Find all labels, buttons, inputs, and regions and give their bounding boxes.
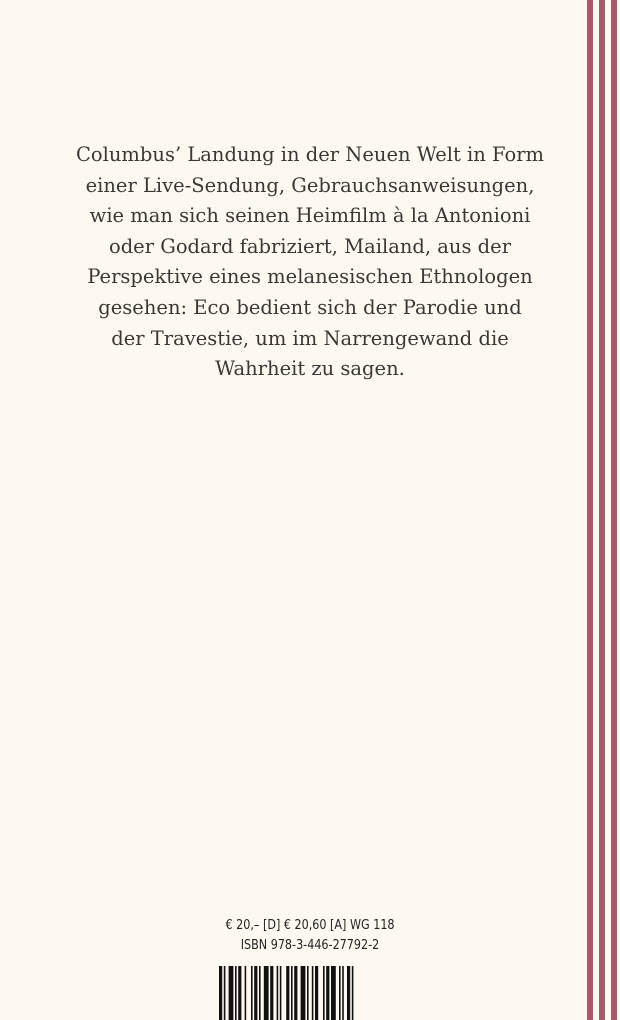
barcode	[219, 966, 397, 1020]
back-cover-blurb	[60, 140, 560, 385]
price-block	[200, 915, 421, 955]
stripe	[587, 0, 593, 1020]
blurb-line: Columbus’ Landung in der Neuen Welt in Form	[75, 143, 545, 166]
stripe	[611, 0, 617, 1020]
price-line: € 20,– [D] € 20,60 [A] WG 118	[225, 917, 395, 933]
blurb-line: der Travestie, um im Narrengewand die	[111, 326, 509, 350]
blurb-line: wie man sich seinen Heimfilm à la Antonioni	[89, 204, 531, 228]
stripe	[599, 0, 605, 1020]
blurb-line: einer Live-Sendung, Gebrauchsanweisungen,	[85, 173, 535, 197]
isbn-line: ISBN 978-3-446-27792-2	[240, 937, 380, 953]
blurb-line: Wahrheit zu sagen.	[215, 357, 405, 381]
blurb-line: Perspektive eines melanesischen Ethnologen	[87, 265, 533, 289]
blurb-line: oder Godard fabriziert, Mailand, aus der	[108, 234, 512, 258]
decorative-stripes	[587, 0, 620, 1020]
blurb-line: gesehen: Eco bedient sich der Parodie und	[98, 295, 522, 319]
